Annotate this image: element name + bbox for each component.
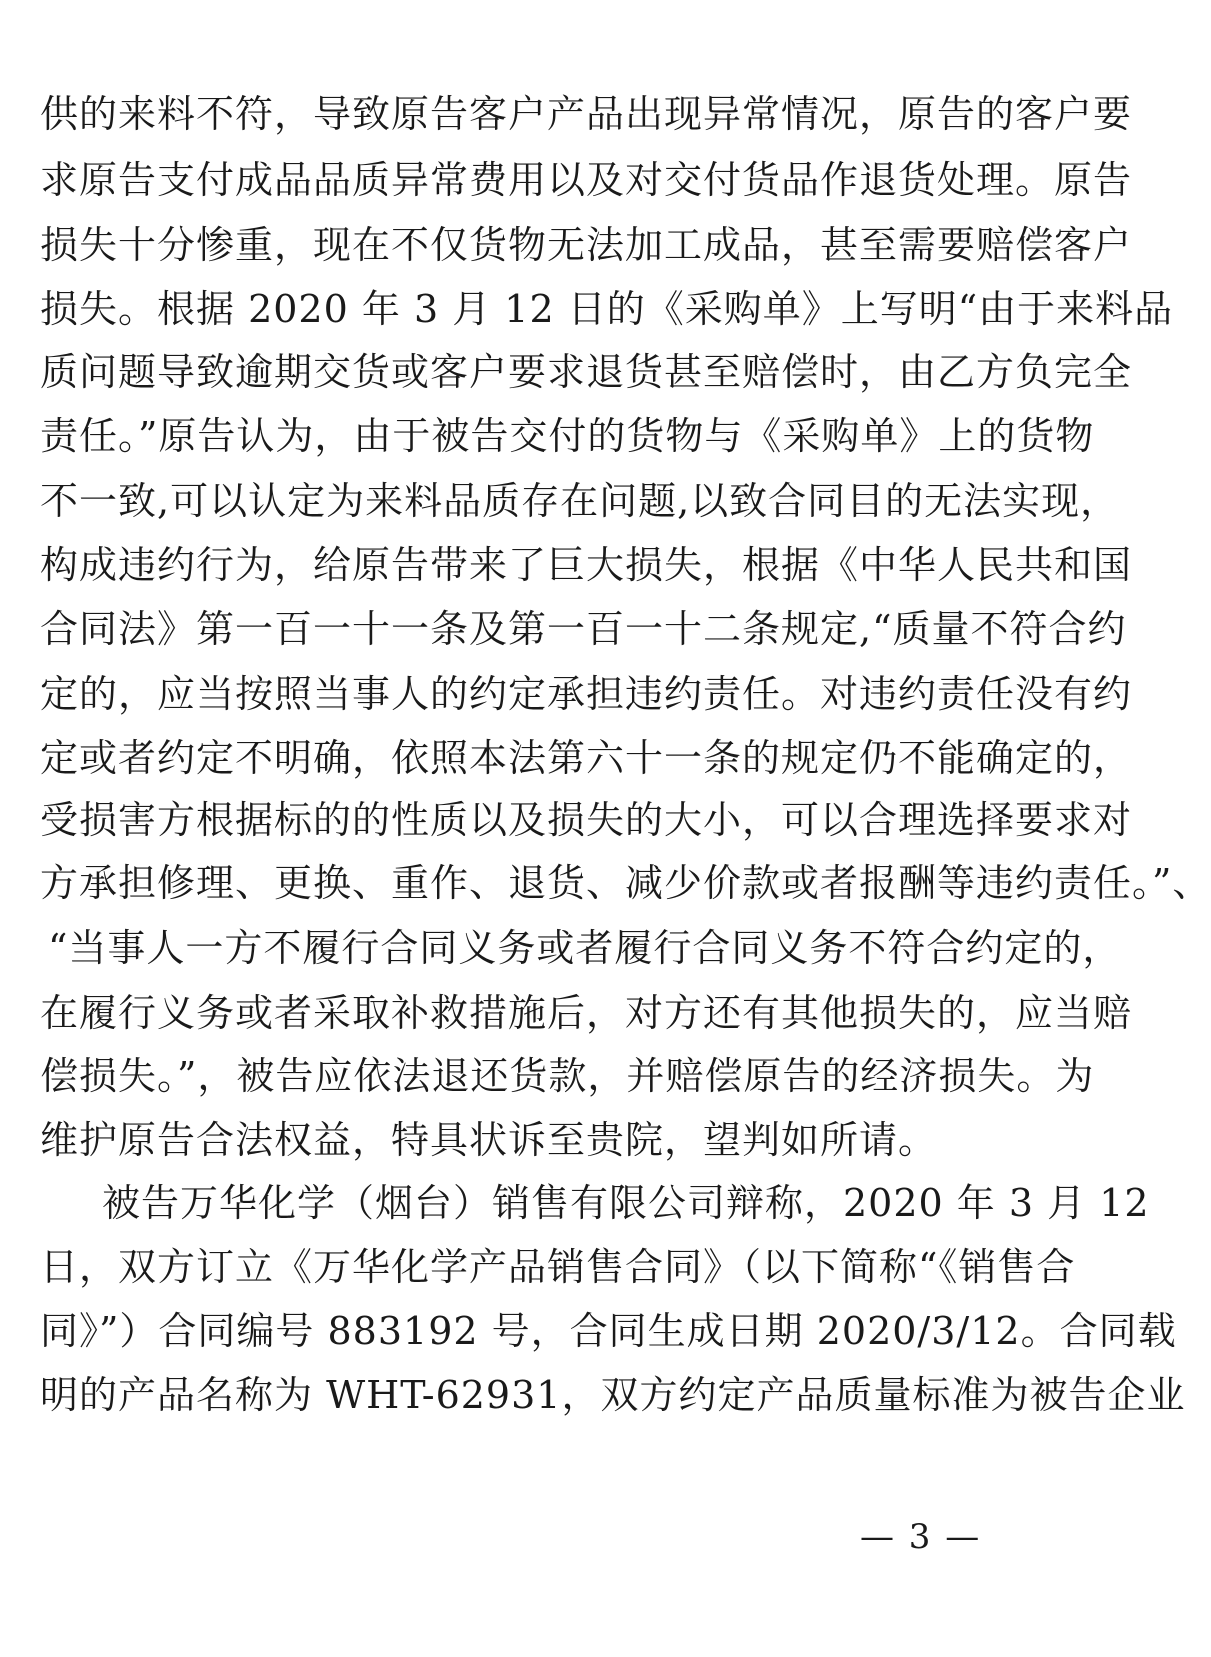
text-line: 日，双方订立《万华化学产品销售合同》（以下简称“《销售合: [40, 1245, 1076, 1289]
text-line: 偿损失。”，被告应依法退还货款，并赔偿原告的经济损失。为: [40, 1054, 1095, 1098]
text-line: 求原告支付成品品质异常费用以及对交付货品作退货处理。原告: [40, 158, 1133, 202]
text-line: 在履行义务或者采取补救措施后，对方还有其他损失的，应当赔: [40, 991, 1133, 1035]
text-line: 受损害方根据标的的性质以及损失的大小，可以合理选择要求对: [40, 798, 1133, 842]
text-line: 供的来料不符，导致原告客户产品出现异常情况，原告的客户要: [40, 92, 1133, 136]
text-line: 定的，应当按照当事人的约定承担违约责任。对违约责任没有约: [40, 672, 1133, 716]
text-line: 同》”）合同编号 883192 号，合同生成日期 2020/3/12。合同载: [40, 1309, 1177, 1353]
text-line: 损失。根据 2020 年 3 月 12 日的《采购单》上写明“由于来料品: [40, 287, 1174, 331]
text-line: 方承担修理、更换、重作、退货、减少价款或者报酬等违约责任。”、: [40, 861, 1211, 905]
text-line: 定或者约定不明确，依照本法第六十一条的规定仍不能确定的，: [40, 736, 1133, 780]
text-line: 损失十分惨重，现在不仅货物无法加工成品，甚至需要赔偿客户: [40, 223, 1133, 267]
text-line: 合同法》第一百一十一条及第一百一十二条规定,“质量不符合约: [40, 607, 1127, 651]
text-line: 质问题导致逾期交货或客户要求退货甚至赔偿时，由乙方负完全: [40, 350, 1133, 394]
paragraph-first-line: 被告万华化学（烟台）销售有限公司辩称，2020 年 3 月 12: [102, 1181, 1150, 1225]
text-line: 构成违约行为，给原告带来了巨大损失，根据《中华人民共和国: [40, 543, 1133, 587]
text-line: “当事人一方不履行合同义务或者履行合同义务不符合约定的，: [48, 926, 1122, 970]
text-line: 明的产品名称为 WHT-62931，双方约定产品质量标准为被告企业: [40, 1373, 1186, 1417]
text-line: 责任。”原告认为，由于被告交付的货物与《采购单》上的货物: [40, 414, 1095, 458]
text-line: 维护原告合法权益，特具状诉至贵院，望判如所请。: [40, 1118, 938, 1162]
text-line: 不一致,可以认定为来料品质存在问题,以致合同目的无法实现，: [40, 479, 1120, 523]
page-number: — 3 —: [860, 1517, 982, 1557]
